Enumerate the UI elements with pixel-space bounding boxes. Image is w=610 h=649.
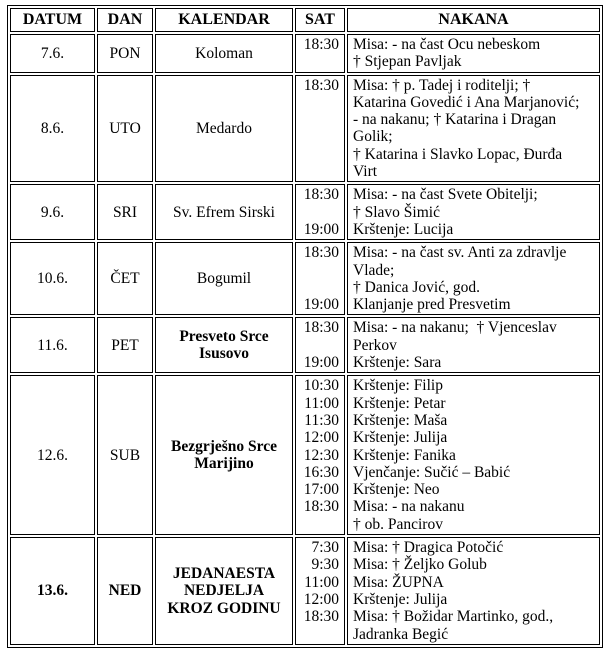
intention-cell [347, 375, 600, 535]
calendar-cell [155, 317, 293, 373]
intention-cell-line: Virt [353, 163, 378, 181]
intention-cell-line: Krštenje: Maša [353, 411, 448, 429]
intention-cell-line: Katarina Govedić i Ana Marjanović; [353, 93, 580, 111]
day-cell [97, 317, 153, 373]
table-row [10, 375, 600, 535]
intention-cell-line: † Danica Jović, god. [353, 278, 480, 296]
intention-cell [347, 34, 600, 73]
intention-cell-line: Krštenje: Filip [353, 377, 443, 395]
day-cell-line: NED [108, 582, 142, 600]
table-row [10, 34, 600, 73]
table-row [10, 537, 600, 645]
time-cell [295, 375, 345, 535]
column-header-nakana: NAKANA [347, 8, 600, 32]
date-cell-line: 8.6. [40, 119, 65, 137]
intention-cell-line: Krštenje: Fanika [353, 446, 456, 464]
day-cell-line: SUB [109, 446, 141, 464]
intention-cell-line: Misa: † p. Tadej i roditelji; † [353, 76, 531, 94]
intention-cell-line: - na nakanu; † Katarina i Dragan [353, 111, 557, 129]
time-cell-line: 12:00 [303, 429, 339, 447]
intention-cell-line: Misa: ŽUPNA [353, 573, 444, 591]
day-cell-line: UTO [109, 119, 141, 137]
intention-cell-line: Krštenje: Lucija [353, 220, 454, 238]
calendar-cell [155, 75, 293, 183]
calendar-cell-line: KROZ GODINU [167, 599, 281, 617]
intention-cell-line: † Slavo Šimić [353, 203, 440, 221]
time-cell-line: 18:30 [303, 244, 339, 262]
date-cell [10, 75, 95, 183]
intention-cell [347, 242, 600, 315]
time-cell-line: 17:00 [303, 481, 339, 499]
column-header-kalendar: KALENDAR [155, 8, 293, 32]
day-cell-line: SRI [112, 203, 138, 221]
column-header-datum: DATUM [10, 8, 95, 32]
date-cell-line: 11.6. [37, 336, 68, 354]
intention-cell-line: Misa: - na nakanu [353, 498, 465, 516]
day-cell [97, 34, 153, 73]
day-cell [97, 375, 153, 535]
intention-cell-line: Perkov [353, 336, 397, 354]
date-cell [10, 317, 95, 373]
calendar-cell-line: Koloman [195, 44, 253, 62]
calendar-cell-line: NEDJELJA [183, 582, 265, 600]
time-cell-line: 19:00 [303, 296, 339, 314]
time-cell-line: 12:30 [303, 446, 339, 464]
intention-cell-line: Krštenje: Petar [353, 394, 446, 412]
time-cell [295, 537, 345, 645]
time-cell [295, 317, 345, 373]
intention-cell [347, 75, 600, 183]
date-cell [10, 184, 95, 240]
column-header-sat: SAT [295, 8, 345, 32]
intention-cell-line: Misa: - na nakanu; † Vjenceslav [353, 319, 557, 337]
calendar-cell-line: Bezgrješno Srce [170, 437, 278, 455]
calendar-cell-line: JEDANAESTA [172, 564, 276, 582]
time-cell-line [298, 204, 339, 221]
intention-cell-line: Vjenčanje: Sučić – Babić [353, 463, 511, 481]
calendar-cell [155, 34, 293, 73]
date-cell [10, 242, 95, 315]
table-row [10, 75, 600, 183]
date-cell-line: 7.6. [40, 44, 65, 62]
date-cell-line: 13.6. [37, 582, 68, 600]
time-cell-line: 19:00 [303, 220, 339, 238]
time-cell [295, 242, 345, 315]
intention-cell-line: Golik; [353, 128, 393, 146]
time-cell-line: 18:30 [303, 319, 339, 337]
intention-cell-line: Krštenje: Sara [353, 354, 442, 372]
time-cell-line: 11:00 [304, 573, 339, 591]
time-cell-line: 7:30 [311, 539, 339, 557]
intention-cell-line: Misa: † Dragica Potočić [353, 539, 504, 557]
time-cell [295, 75, 345, 183]
time-cell-line: 12:00 [303, 590, 339, 608]
date-cell-line: 10.6. [37, 270, 68, 288]
date-cell [10, 34, 95, 73]
mass-schedule-table [7, 5, 603, 648]
time-cell-line: 11:00 [304, 394, 339, 412]
intention-cell-line: Krštenje: Julija [353, 429, 448, 447]
calendar-cell [155, 242, 293, 315]
time-cell-line: 9:30 [311, 556, 339, 574]
day-cell [97, 242, 153, 315]
intention-cell-line: Misa: - na čast Ocu nebeskom [353, 36, 541, 53]
calendar-cell-line: Medardo [196, 119, 252, 137]
column-header-dan: DAN [97, 8, 153, 32]
header-row [10, 8, 600, 32]
time-cell-line: 18:30 [303, 36, 339, 53]
time-cell-line: 18:30 [303, 76, 339, 94]
calendar-cell [155, 375, 293, 535]
date-cell [10, 537, 95, 645]
intention-cell-line: Klanjanje pred Presvetim [353, 296, 511, 314]
table-row [10, 184, 600, 240]
intention-cell-line: Krštenje: Julija [353, 590, 448, 608]
time-cell-line: 10:30 [303, 377, 339, 395]
time-cell-line: 11:30 [304, 411, 339, 429]
day-cell [97, 184, 153, 240]
intention-cell [347, 537, 600, 645]
calendar-cell-line: Presveto Srce [179, 328, 269, 346]
intention-cell-line: Misa: - na čast Svete Obitelji; [353, 186, 538, 204]
time-cell-line: 18:30 [303, 186, 339, 204]
calendar-cell-line: Bogumil [196, 270, 252, 288]
date-cell-line: 9.6. [40, 203, 65, 221]
schedule-body [10, 34, 600, 645]
time-cell [295, 34, 345, 73]
time-cell-line: 19:00 [303, 354, 339, 372]
intention-cell-line: † ob. Pancirov [353, 515, 443, 533]
day-cell-line: ČET [110, 270, 140, 288]
time-cell-line [298, 279, 339, 296]
intention-cell-line: Krštenje: Neo [353, 481, 440, 499]
intention-cell-line: † Stjepan Pavljak [353, 53, 462, 71]
time-cell [295, 184, 345, 240]
day-cell [97, 537, 153, 645]
intention-cell-line: Misa: † Željko Golub [353, 556, 487, 574]
calendar-cell-line: Isusovo [199, 345, 249, 363]
calendar-cell-line: Sv. Efrem Sirski [173, 203, 275, 221]
day-cell-line: PON [109, 44, 141, 62]
intention-cell-line: Misa: - na čast sv. Anti za zdravlje [353, 244, 567, 262]
intention-cell-line: † Katarina i Slavko Lopac, Đurđa [353, 145, 563, 163]
table-row [10, 317, 600, 373]
table-header [10, 8, 600, 32]
time-cell-line: 18:30 [303, 498, 339, 516]
time-cell-line: 18:30 [303, 608, 339, 626]
table-row [10, 242, 600, 315]
intention-cell [347, 184, 600, 240]
calendar-cell [155, 537, 293, 645]
day-cell [97, 75, 153, 183]
intention-cell-line: Misa: † Božidar Martinko, god., [353, 608, 554, 626]
time-cell-line: 16:30 [303, 463, 339, 481]
calendar-cell [155, 184, 293, 240]
intention-cell [347, 317, 600, 373]
intention-cell-line: Jadranka Begić [353, 625, 449, 643]
time-cell-line [298, 262, 339, 279]
calendar-cell-line: Marijino [194, 455, 254, 473]
time-cell-line [298, 337, 339, 354]
date-cell-line: 12.6. [37, 446, 68, 464]
intention-cell-line: Vlade; [353, 261, 395, 279]
date-cell [10, 375, 95, 535]
day-cell-line: PET [111, 336, 139, 354]
